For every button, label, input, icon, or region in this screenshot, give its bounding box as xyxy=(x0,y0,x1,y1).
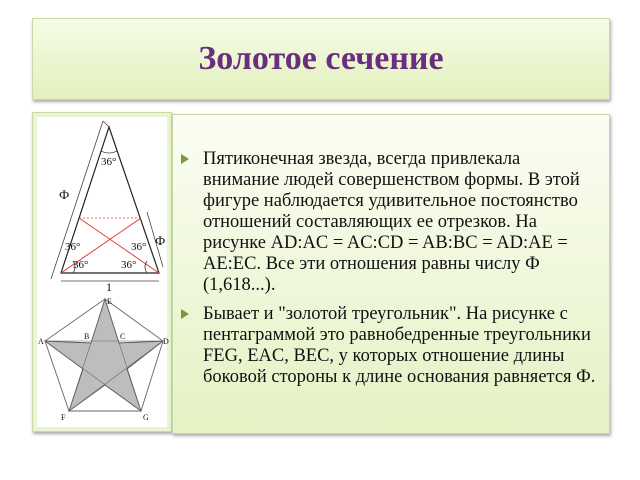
title-box xyxy=(32,18,610,100)
point-e-label: E xyxy=(107,297,112,306)
bisector-right xyxy=(79,218,159,273)
bullet-arrow-icon xyxy=(181,154,189,164)
bullet-text: Пятиконечная звезда, всегда привлекала внимание людей совершенством формы. В этой фигуре наблюдается удивительное постоянство отношений составляющих ее отрезков. На рисунке AD:AC = AC:CD = AB:BC = AD:AE = AE:EC. Все эти отношения равны числу Ф (1,618...). xyxy=(203,149,580,295)
base-one-label: 1 xyxy=(106,280,112,294)
content-panel xyxy=(172,114,610,434)
golden-triangle xyxy=(51,121,165,294)
golden-figures-svg xyxy=(37,117,167,427)
bullet-text: Бывает и "золотой треугольник". На рисунке с пентаграммой это равнобедренные треугольники FEG, EAC, BEC, у которых отношение длины боковой стороны к длине основания равняется Ф. xyxy=(203,304,596,387)
apex-arc xyxy=(101,151,117,153)
point-f-label: F xyxy=(61,413,66,422)
bullet-list xyxy=(179,149,599,396)
left-angle-upper-label: 36° xyxy=(65,241,81,253)
right-angle-lower-label: 36° xyxy=(121,259,137,271)
bullet-item xyxy=(179,149,599,296)
slide-title: Золотое сечение xyxy=(198,40,444,77)
star-shape xyxy=(45,299,163,411)
dim-tick-top xyxy=(103,121,109,127)
figure-canvas xyxy=(37,117,167,427)
point-b-label: B xyxy=(84,332,90,341)
point-g-label: G xyxy=(143,413,149,422)
apex-angle-label: 36° xyxy=(101,156,117,168)
right-phi-label: Ф xyxy=(155,233,166,248)
point-c-label: C xyxy=(120,332,126,341)
side-phi-label: Ф xyxy=(59,187,70,202)
bullet-item xyxy=(179,304,599,388)
right-angle-upper-label: 36° xyxy=(131,241,147,253)
right-arc xyxy=(145,261,147,273)
pentagram-figure xyxy=(38,297,169,422)
point-d-label: D xyxy=(163,337,169,346)
left-angle-lower-label: 36° xyxy=(73,259,89,271)
bullet-arrow-icon xyxy=(181,309,189,319)
figure-panel xyxy=(32,112,172,432)
point-a-label: A xyxy=(38,337,44,346)
